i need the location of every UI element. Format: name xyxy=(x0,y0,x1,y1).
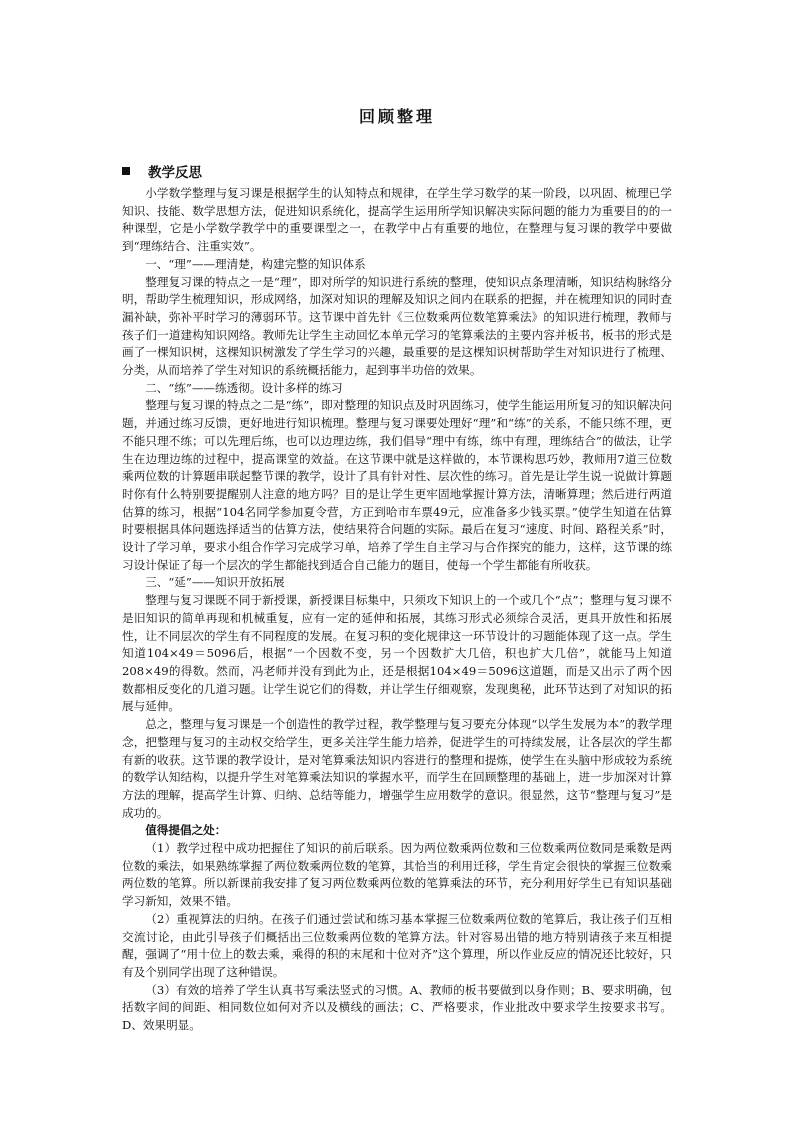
highlight-heading: 值得提倡之处： xyxy=(145,823,227,838)
highlight-point-1: （1）教学过程中成功把握住了知识的前后联系。因为两位数乘两位数和三位数乘两位数同是乘数是两位数的乘法，如果熟练掌握了两位数乘两位数的笔算，其恰当的利用迁移，学生肯定会很快的掌握三位数乘两位数的笔算。所以新课前我安排了复习两位数乘两位数的笔算乘法的环节，充分利用好学生已有知识基础学习新知，效果不错。 xyxy=(122,841,672,909)
highlight-point-3: （3）有效的培养了学生认真书写乘法竖式的习惯。A、教师的板书要做到以身作则；B、要求明确，包括数字间的间距、相同数位如何对齐以及横线的画法；C、严格要求，作业批改中要求学生按要求书写。D、效果明显。 xyxy=(122,982,672,1033)
square-bullet-icon xyxy=(122,167,130,175)
subheading-3: 三、“延”——知识开放拓展 xyxy=(145,575,285,590)
paragraph-summary: 总之，整理与复习课是一个创造性的教学过程，教学整理与复习要充分体现“以学生发展为本”的教学理念，把整理与复习的主动权交给学生，更多关注学生能力培养，促进学生的可持续发展，让各层次的学生都有新的收获。这节课的教学设计，是对笔算乘法知识内容进行的整理和提炼，使学生在头脑中形成较为系统的数学认知结构，以提升学生对笔算乘法知识的掌握水平，而学生在回顾整理的基础上，进一步加深对计算方法的理解，提高学生计算、归纳、总结等能力，增强学生应用数学的意识。很显然，这节“整理与复习”是成功的。 xyxy=(122,717,672,820)
section-heading xyxy=(122,161,672,181)
highlight-point-2: （2）重视算法的归纳。在孩子们通过尝试和练习基本掌握三位数乘两位数的笔算后，我让孩子们互相交流讨论，由此引导孩子们概括出三位数乘两位数的笔算方法。针对容易出错的地方特别请孩子来互相提醒，强调了“用十位上的数去乘，乘得的积的末尾和十位对齐”这个算理，所以作业反应的情况还比较好，只有及个别同学出现了这种错误。 xyxy=(122,911,672,979)
document-title: 回顾整理 xyxy=(358,107,435,126)
paragraph-yan: 整理与复习课既不同于新授课，新授课目标集中，只须攻下知识上的一个或几个“点”；整理与复习课不是旧知识的简单再现和机械重复，应有一定的延伸和拓展，其练习形式必须综合灵活，更具开放性和拓展性，让不同层次的学生有不同程度的发展。在复习积的变化规律这一环节设计的习题能体现了这一点。学生知道104×49＝5096后，根据“一个因数不变，另一个因数扩大几倍，积也扩大几倍”，就能马上知道208×49的得数。然而，冯老师并没有到此为止，还是根据104×49＝5096这道题，而是又出示了两个因数都相反变化的几道习题。让学生说它们的得数，并让学生仔细观察，发现奥秘，此环节达到了对知识的拓展与延伸。 xyxy=(122,593,672,714)
paragraph-lian: 整理与复习课的特点之二是“练”，即对整理的知识点及时巩固练习，使学生能运用所复习的知识解决问题，并通过练习反馈，更好地进行知识梳理。整理与复习课要处理好“理”和“练”的关系，不能只练不理，更不能只理不练；可以先理后练，也可以边理边练，我们倡导“理中有练，练中有理，理练结合”的做法，让学生在边理边练的过程中，提高课堂的效益。在这节课中就是这样做的，本节课构思巧妙，教师用7道三位数乘两位数的计算题串联起整节课的教学，设计了具有针对性、层次性的练习。首先是让学生说一说做计算题时你有什么特别要提醒别人注意的地方吗？目的是让学生更牢固地掌握计算方法，清晰算理；然后进行两道估算的练习，根据“104名同学参加夏令营，方正到哈市车票49元，应准备多少钱买票。”使学生知道在估算时要根据具体问题选择适当的估算方法，使结果符合问题的实际。最后在复习“速度、时间、路程关系”时，设计了学习单，要求小组合作学习完成学习单，培养了学生自主学习与合作探究的能力，这样，这节课的练习设计保证了每一个层次的学生都能找到适合自己能力的题目，使每一个学生都能有所收获。 xyxy=(122,398,672,572)
section-heading-text: 教学反思 xyxy=(148,165,202,181)
subheading-2: 二、“练”——练透彻。设计多样的练习 xyxy=(145,380,343,395)
subheading-1: 一、“理”——理清楚，构建完整的知识体系 xyxy=(145,256,366,271)
intro-paragraph: 小学数学整理与复习课是根据学生的认知特点和规律，在学生学习数学的某一阶段，以巩固、梳理已学知识、技能、数学思想方法，促进知识系统化，提高学生运用所学知识解决实际问题的能力为重要目的的一种课型，它是小学数学教学中的重要课型之一，在教学中占有重要的地位，在整理与复习课的教学中要做到“理练结合、注重实效”。 xyxy=(122,186,672,254)
paragraph-li: 整理复习课的特点之一是“理”，即对所学的知识进行系统的整理，使知识点条理清晰，知识结构脉络分明，帮助学生梳理知识，形成网络，加深对知识的理解及知识之间内在联系的把握，并在梳理知识的同时查漏补缺，弥补平时学习的薄弱环节。这节课中首先针《三位数乘两位数笔算乘法》的知识进行梳理，教师与孩子们一道建构知识网络。教师先让学生主动回忆本单元学习的笔算乘法的主要内容并板书，板书的形式是画了一棵知识树，这棵知识树激发了学生学习的兴趣，最重要的是这棵知识树帮助学生对知识进行了梳理、分类，从而培养了学生对知识的系统概括能力，起到事半功倍的效果。 xyxy=(122,274,672,378)
